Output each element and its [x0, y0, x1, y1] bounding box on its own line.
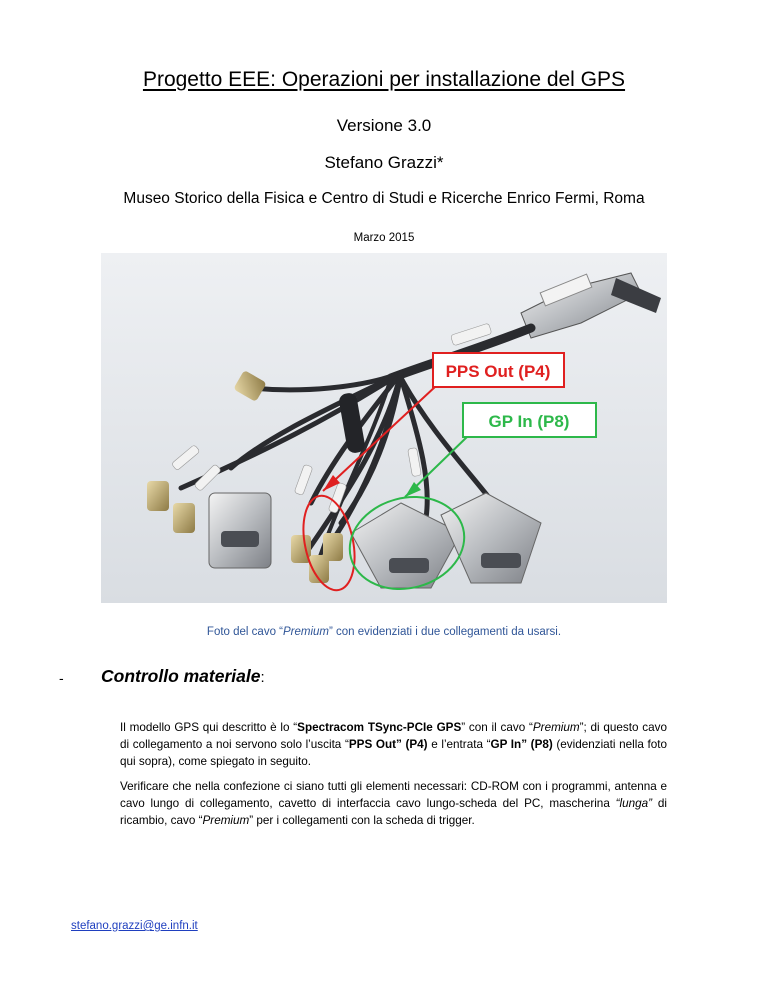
- document-author: Stefano Grazzi*: [324, 153, 444, 172]
- paragraph-gps-model: Il modello GPS qui descritto è lo “Spectracom TSync-PCIe GPS” con il cavo “Premium”; di questo cavo di collegamento a noi servono solo l’uscita “PPS Out” (P4) e l’entrata “GP In” (P8) (evidenziati nella foto qui sopra), come spiegato in seguito.: [120, 721, 667, 768]
- email-link[interactable]: stefano.grazzi@ge.infn.it: [71, 920, 198, 932]
- paragraph-package-check: Verificare che nella confezione ci siano tutti gli elementi necessari: CD-ROM con i programmi, antenna e cavo lungo di collegamento, cavetto di interfaccia cavo lungo-scheda del PC, mascherina “lunga” di ricambio, cavo “Premium” per i collegamenti con la scheda di trigger.: [120, 780, 667, 827]
- document-affiliation: Museo Storico della Fisica e Centro di Studi e Ricerche Enrico Fermi, Roma: [123, 190, 645, 207]
- gp-label: GP In (P8): [488, 412, 570, 431]
- figure-caption: Foto del cavo “Premium” con evidenziati i due collegamenti da usarsi.: [206, 626, 562, 638]
- document-version: Versione 3.0: [336, 116, 432, 135]
- document-title: Progetto EEE: Operazioni per installazione del GPS: [142, 68, 626, 91]
- document-date: Marzo 2015: [353, 232, 415, 244]
- cable-photo: [101, 253, 667, 603]
- bullet-dash: -: [59, 670, 64, 686]
- pps-label: PPS Out (P4): [445, 362, 551, 381]
- section-heading: Controllo materiale:: [101, 666, 265, 686]
- cable-photo-illustration: [101, 253, 667, 603]
